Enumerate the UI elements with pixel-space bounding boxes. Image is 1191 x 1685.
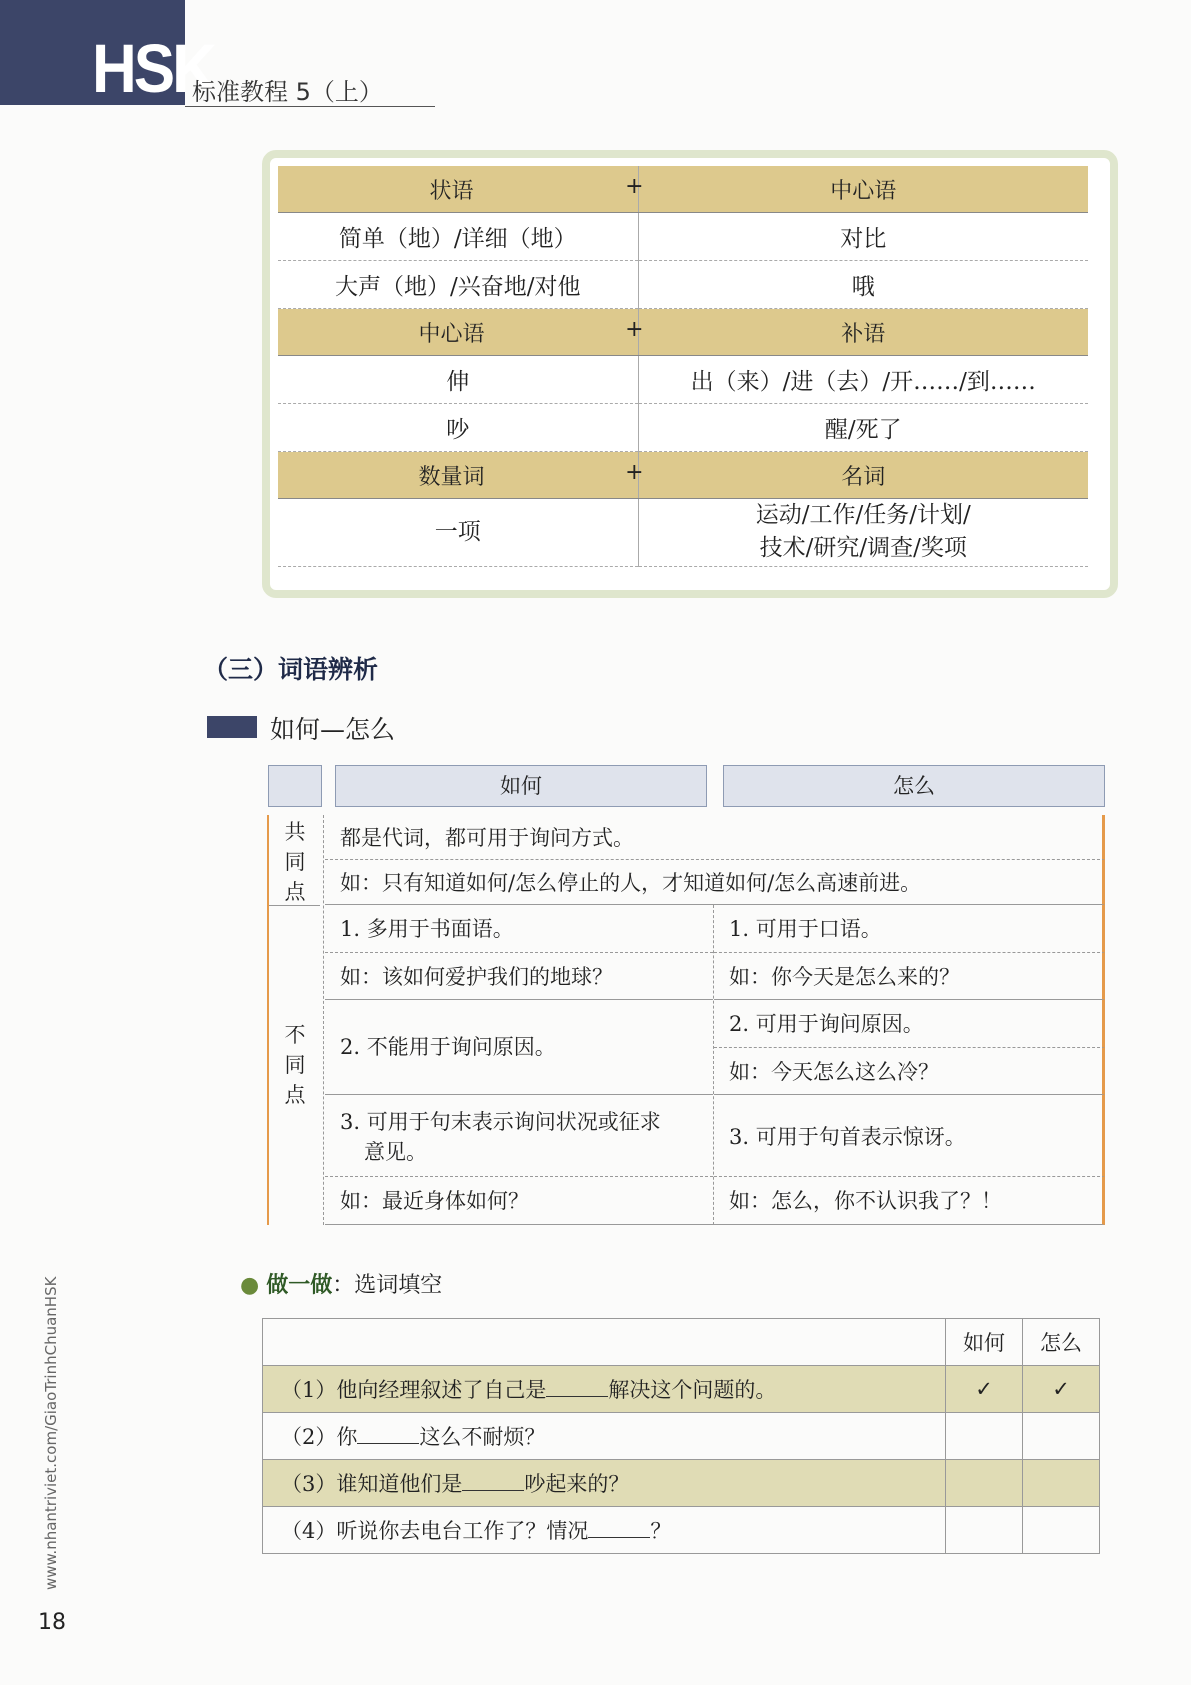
grammar-cell: 简单（地）/详细（地） (278, 213, 638, 261)
ruhe-example-3: 如：最近身体如何？ (325, 1177, 713, 1225)
grammar-head-row (278, 166, 1088, 213)
grammar-head-left (278, 166, 644, 213)
grammar-head-right: 名词 (638, 452, 1088, 499)
label-column-divider (323, 815, 324, 1225)
plus-sign: + (625, 316, 644, 342)
grammar-cell-line: 运动/工作/任务/计划/ (755, 502, 971, 528)
answer-blank[interactable] (588, 1519, 650, 1538)
grammar-head-left-text: 数量词 (418, 464, 485, 490)
exercise-question (263, 1366, 946, 1413)
ruhe-point-2: 2. 不能用于询问原因。 (325, 1000, 713, 1095)
corner-header (268, 765, 322, 807)
grammar-row (278, 404, 1088, 452)
grammar-row (278, 213, 1088, 261)
grammar-head-left (278, 309, 644, 356)
zenme-example-3: 如：怎么，你不认识我了？！ (714, 1177, 1105, 1225)
question-text: 吵起来的？ (524, 1472, 630, 1496)
grammar-cell: 大声（地）/兴奋地/对他 (278, 261, 638, 309)
label-diff (280, 1020, 310, 1110)
grammar-head-row (278, 452, 1088, 499)
exercise-header-row (263, 1319, 1100, 1366)
answer-blank[interactable] (357, 1425, 419, 1444)
grammar-table (278, 166, 1088, 567)
check-zenme[interactable] (1023, 1460, 1100, 1507)
bullet-icon: ● (240, 1273, 260, 1298)
question-text: ？ (650, 1519, 672, 1543)
comparison-table (265, 765, 1105, 1225)
check-ruhe[interactable] (946, 1413, 1023, 1460)
question-text: （3）谁知道他们是 (281, 1472, 463, 1496)
label-char: 点 (284, 1083, 306, 1107)
grammar-cell: 对比 (638, 213, 1088, 261)
grammar-head-left-text: 状语 (429, 178, 474, 204)
book-title: 标准教程 5（上） (192, 78, 383, 106)
answer-blank[interactable] (546, 1378, 608, 1397)
side-url: www.nhantriviet.com/GiaoTrinhChuanHSK (42, 1276, 60, 1590)
question-text: 这么不耐烦？ (419, 1425, 546, 1449)
grammar-head-right: 补语 (638, 309, 1088, 356)
grammar-row (278, 261, 1088, 309)
exercise-row (263, 1507, 1100, 1554)
exercise-col-ruhe: 如何 (946, 1319, 1023, 1366)
column-header-ruhe: 如何 (335, 765, 707, 807)
grammar-head-row (278, 309, 1088, 356)
section-subtitle: 如何—怎么 (270, 715, 396, 744)
left-accent-bar (267, 815, 269, 1225)
question-text: （1）他向经理叙述了自己是 (281, 1378, 547, 1402)
label-char: 不 (284, 1023, 306, 1047)
exercise-question (263, 1460, 946, 1507)
grammar-cell: 伸 (278, 356, 638, 404)
subtitle-marker (207, 716, 257, 738)
exercise-table (262, 1318, 1100, 1554)
answer-blank[interactable] (462, 1472, 524, 1491)
grammar-cell: 哦 (638, 261, 1088, 309)
column-header-zenme: 怎么 (723, 765, 1105, 807)
zenme-point-3: 3. 可用于句首表示惊讶。 (714, 1095, 1105, 1177)
grammar-row (278, 499, 1088, 567)
section-title: （三）词语辨析 (203, 655, 379, 684)
zenme-example-2: 如：今天怎么这么冷？ (714, 1048, 1105, 1095)
check-ruhe[interactable]: ✓ (946, 1366, 1023, 1413)
question-text: （4）听说你去电台工作了？情况 (281, 1519, 589, 1543)
label-char: 共 (284, 820, 306, 844)
same-example: 如：只有知道如何/怎么停止的人，才知道如何/怎么高速前进。 (325, 860, 1105, 905)
check-ruhe[interactable] (946, 1460, 1023, 1507)
hsk-logo: HSK (92, 31, 214, 108)
grammar-head-left (278, 452, 644, 499)
grammar-row (278, 356, 1088, 404)
ruhe-point-3 (325, 1095, 713, 1177)
zenme-point-2: 2. 可用于询问原因。 (714, 1000, 1105, 1048)
exercise-row (263, 1366, 1100, 1413)
check-zenme[interactable]: ✓ (1023, 1366, 1100, 1413)
grammar-cell-line: 技术/研究/调查/奖项 (759, 535, 967, 562)
check-zenme[interactable] (1023, 1507, 1100, 1554)
page-number: 18 (38, 1610, 66, 1635)
zenme-point-1: 1. 可用于口语。 (714, 905, 1105, 953)
exercise-question (263, 1507, 946, 1554)
grammar-cell: 一项 (278, 499, 638, 567)
exercise-header-blank (263, 1319, 946, 1366)
header-rule (185, 106, 435, 107)
exercise-title (240, 1268, 442, 1299)
check-ruhe[interactable] (946, 1507, 1023, 1554)
exercise-label: 做一做 (266, 1273, 333, 1298)
question-text: （2）你 (281, 1425, 358, 1449)
label-char: 同 (284, 1053, 306, 1077)
ruhe-point-3-line: 3. 可用于句末表示询问状况或征求 (340, 1110, 661, 1134)
exercise-row (263, 1413, 1100, 1460)
check-zenme[interactable] (1023, 1413, 1100, 1460)
same-description: 都是代词，都可用于询问方式。 (325, 815, 1105, 860)
ruhe-point-3-line: 意见。 (364, 1140, 427, 1164)
ruhe-point-1: 1. 多用于书面语。 (325, 905, 713, 953)
grammar-cell: 吵 (278, 404, 638, 452)
ruhe-example-1: 如：该如何爱护我们的地球？ (325, 953, 713, 1000)
label-char: 同 (284, 850, 306, 874)
exercise-col-zenme: 怎么 (1023, 1319, 1100, 1366)
plus-sign: + (625, 173, 644, 199)
label-same (280, 817, 310, 907)
exercise-instruction: ：选词填空 (332, 1273, 443, 1298)
exercise-row (263, 1460, 1100, 1507)
grammar-cell: 出（来）/进（去）/开……/到…… (638, 356, 1088, 404)
grammar-cell (638, 499, 1088, 567)
grammar-head-left-text: 中心语 (418, 321, 485, 347)
grammar-cell: 醒/死了 (638, 404, 1088, 452)
label-char: 点 (284, 880, 306, 904)
question-text: 解决这个问题的。 (608, 1378, 777, 1402)
plus-sign: + (625, 459, 644, 485)
exercise-question (263, 1413, 946, 1460)
grammar-head-right: 中心语 (638, 166, 1088, 213)
zenme-example-1: 如：你今天是怎么来的？ (714, 953, 1105, 1000)
